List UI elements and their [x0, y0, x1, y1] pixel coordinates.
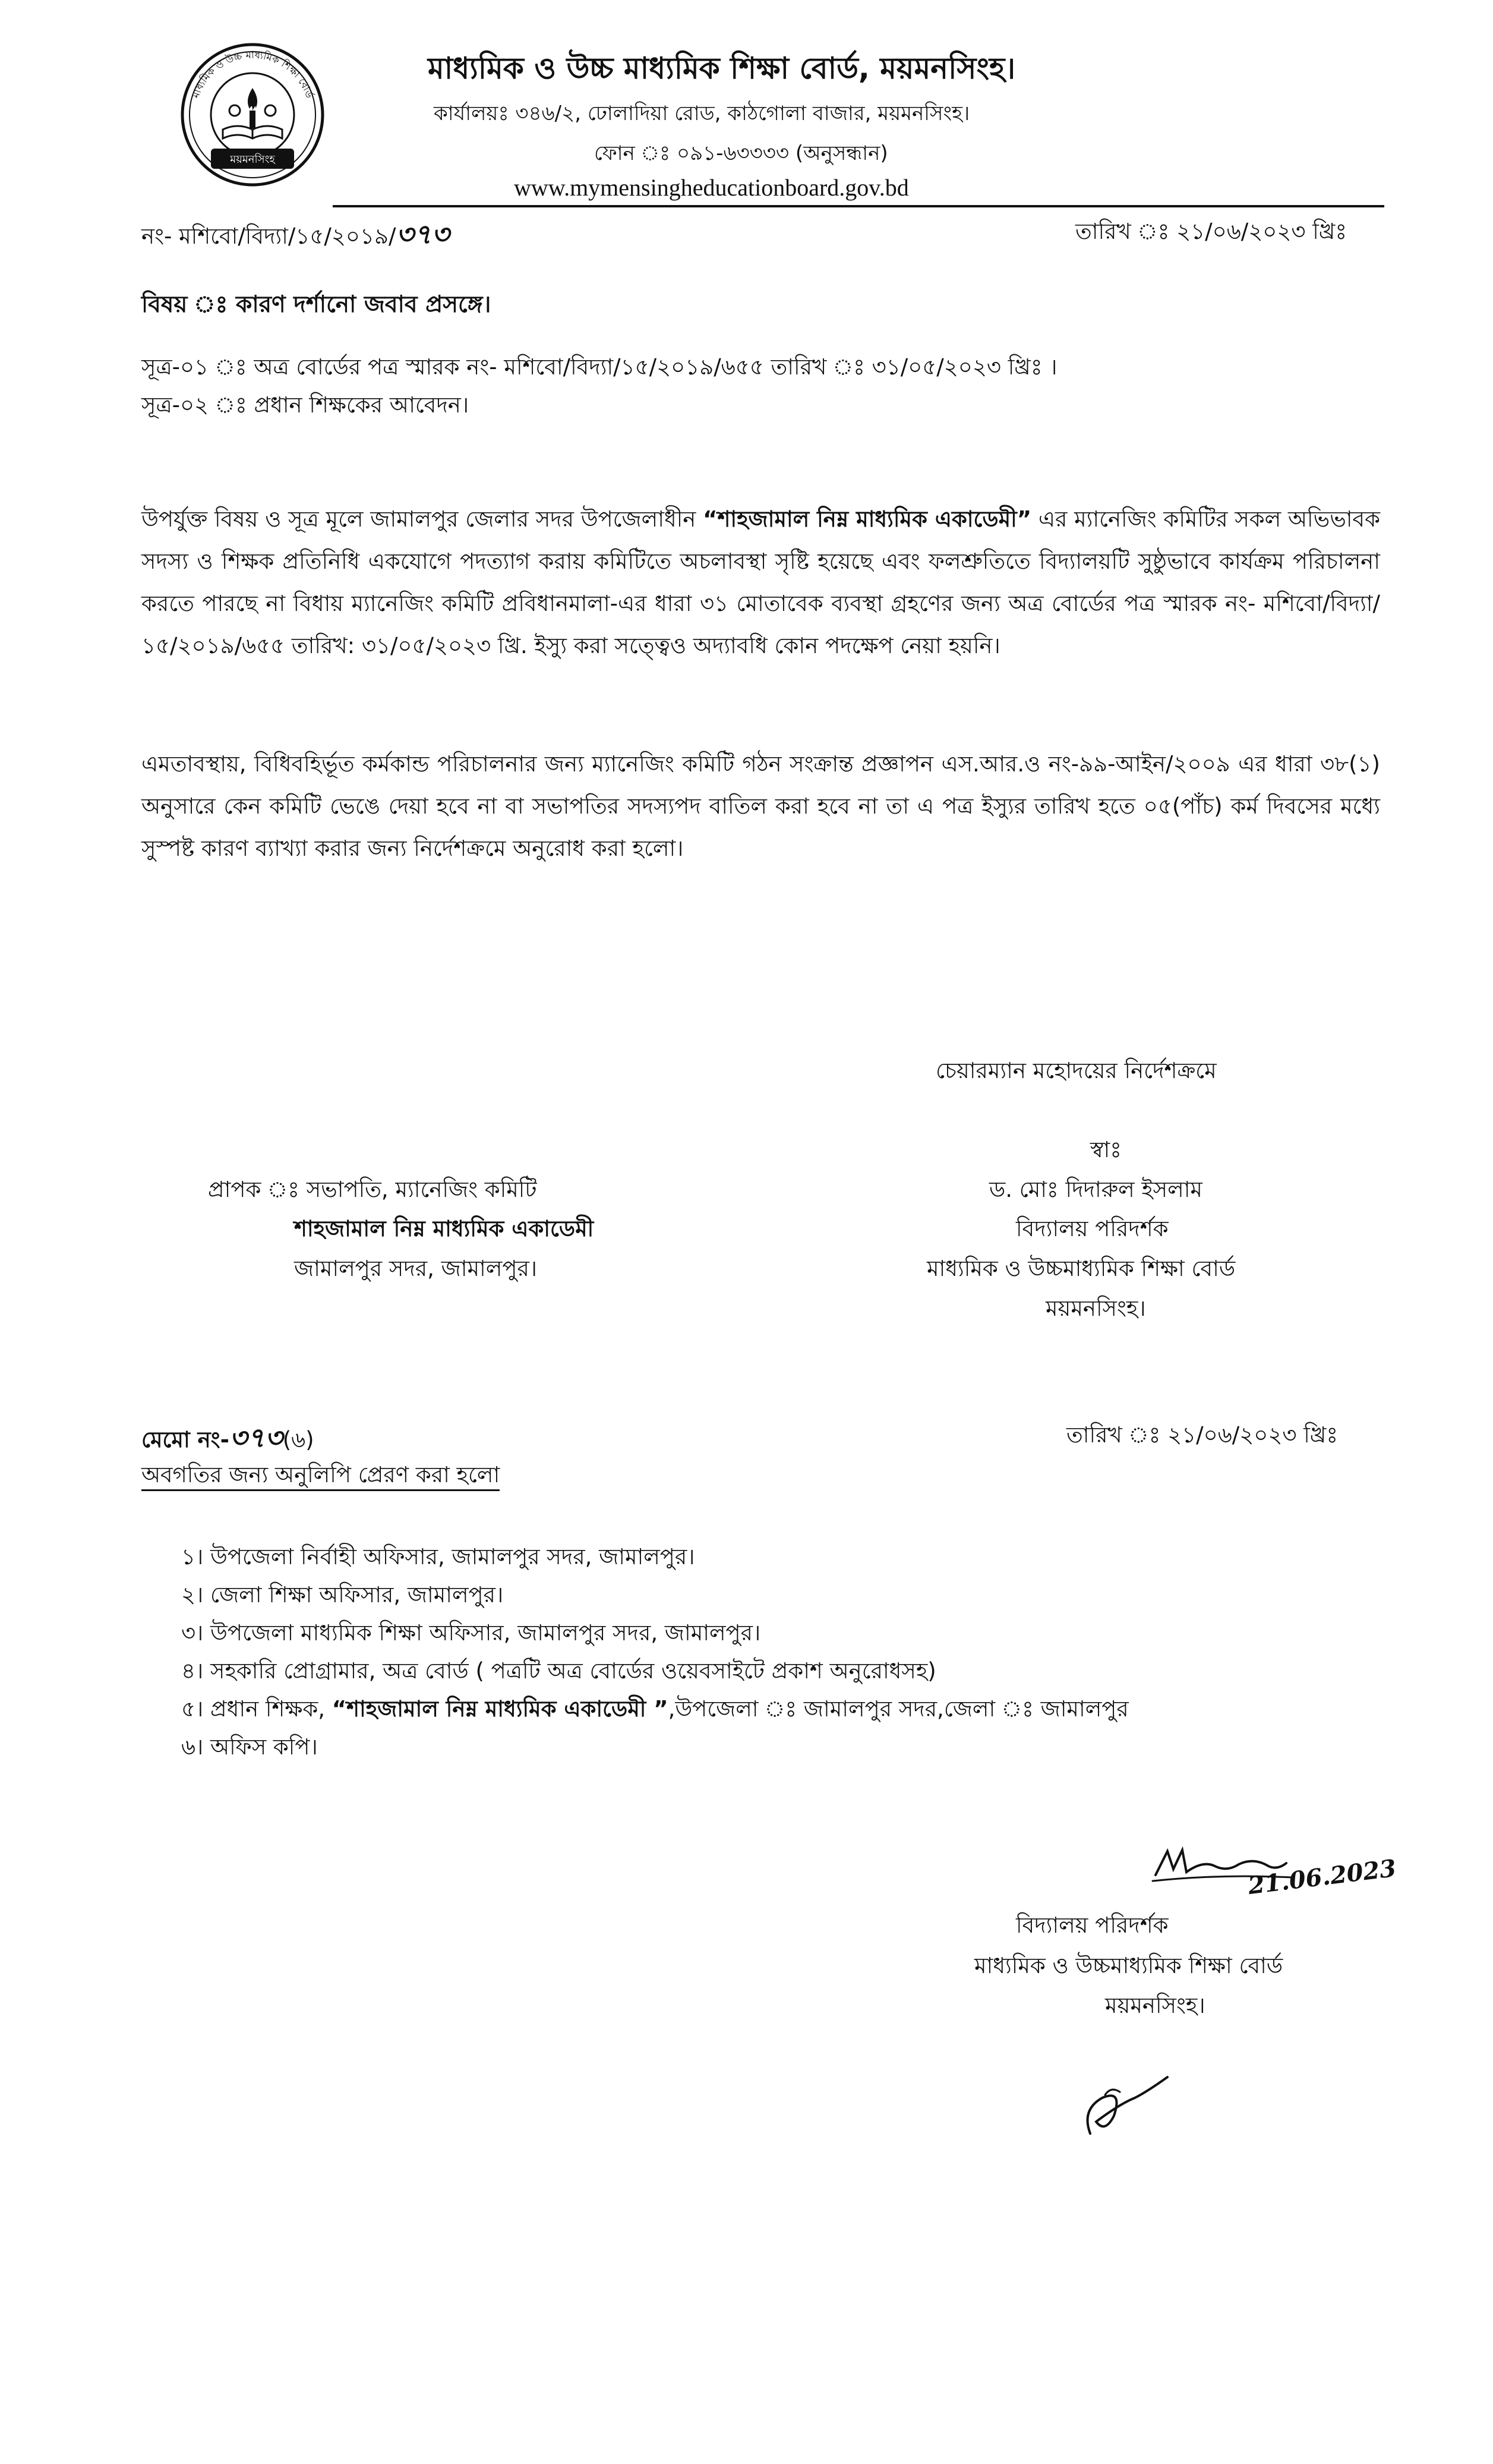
board-website[interactable]: www.mymensingheducationboard.gov.bd	[514, 174, 909, 201]
board-seal-logo	[178, 40, 327, 189]
subject-line: বিষয় ঃ কারণ দর্শানো জবাব প্রসঙ্গে।	[141, 291, 491, 318]
cc-item-4: ৪। সহকারি প্রোগ্রামার, অত্র বোর্ড ( পত্রটি অত্র বোর্ডের ওয়েবসাইটে প্রকাশ অনুরোধসহ)	[181, 1658, 936, 1684]
handwritten-initials-scribble	[1078, 2062, 1173, 2145]
source-2: সূত্র-০২ ঃ প্রধান শিক্ষকের আবেদন।	[141, 392, 469, 418]
seal-text-top: মাধ্যমিক ও উচ্চ মাধ্যমিক শিক্ষা বোর্ড	[190, 49, 315, 100]
reference-date: তারিখ ঃ ২১/০৬/২০২৩ খ্রিঃ	[1075, 219, 1347, 244]
by-order-line: চেয়ারম্যান মহোদয়ের নির্দেশক্রমে	[936, 1058, 1217, 1083]
recipient-line-2: শাহজামাল নিম্ন মাধ্যমিক একাডেমী	[294, 1216, 594, 1242]
handwritten-date: 21.06.2023	[1246, 1854, 1398, 1901]
seal-text-bottom: ময়মনসিংহ	[230, 153, 275, 166]
memo-date: তারিখ ঃ ২১/০৬/২০২৩ খ্রিঃ	[1066, 1422, 1339, 1448]
reference-handwritten-number: ৩৭৩	[396, 218, 450, 250]
final-office: মাধ্যমিক ও উচ্চমাধ্যমিক শিক্ষা বোর্ড	[974, 1953, 1283, 1978]
signatory-designation: বিদ্যালয় পরিদর্শক	[1016, 1216, 1169, 1242]
recipient-line-3: জামালপুর সদর, জামালপুর।	[294, 1256, 538, 1281]
cc-item-1: ১। উপজেলা নির্বাহী অফিসার, জামালপুর সদর, জামালপুর।	[181, 1544, 695, 1570]
body-paragraph-1: উপর্যুক্ত বিষয় ও সূত্র মূলে জামালপুর জেলার সদর উপজেলাধীন “শাহজামাল নিম্ন মাধ্যমিক একাডেমী” এর ম্যানেজিং কমিটির সকল অভিভাবক সদস্য ও শিক্ষক প্রতিনিধি একযোগে পদত্যাগ করায় কমিটিতে অচলাবস্থা সৃষ্টি হয়েছে এবং ফলশ্রুতিতে বিদ্যালয়টি সুষ্ঠুভাবে কার্যক্রম পরিচালনা করতে পারছে না বিধায় ম্যানেজিং কমিটি প্রবিধানমালা-এর ধারা ৩১ মোতাবেক ব্যবস্থা গ্রহণের জন্য অত্র বোর্ডের পত্র স্মারক নং- মশিবো/বিদ্যা/১৫/২০১৯/৬৫৫ তারিখ: ৩১/০৫/২০২৩ খ্রি. ইস্যু করা সত্ত্বেও অদ্যাবধি কোন পদক্ষেপ নেয়া হয়নি।	[141, 506, 1380, 658]
reference-number: নং- মশিবো/বিদ্যা/১৫/২০১৯/৩৭৩	[141, 218, 450, 250]
memo-handwritten-number: ৩৭৩	[229, 1422, 283, 1454]
signatory-office: মাধ্যমিক ও উচ্চমাধ্যমিক শিক্ষা বোর্ড	[927, 1256, 1236, 1281]
body-paragraph-2: এমতাবস্থায়, বিধিবহির্ভূত কর্মকান্ড পরিচালনার জন্য ম্যানেজিং কমিটি গঠন সংক্রান্ত প্রজ্ঞাপন এস.আর.ও নং-৯৯-আইন/২০০৯ এর ধারা ৩৮(১) অনুসারে কেন কমিটি ভেঙে দেয়া হবে না বা সভাপতির সদস্যপদ বাতিল করা হবে না তা এ পত্র ইস্যুর তারিখ হতে ০৫(পাঁচ) কর্ম দিবসের মধ্যে সুস্পষ্ট কারণ ব্যাখ্যা করার জন্য নির্দেশক্রমে অনুরোধ করা হলো।	[141, 751, 1380, 861]
cc-item-6: ৬। অফিস কপি।	[181, 1734, 318, 1760]
recipient-line-1: প্রাপক ঃ সভাপতি, ম্যানেজিং কমিটি	[208, 1177, 537, 1202]
source-1: সূত্র-০১ ঃ অত্র বোর্ডের পত্র স্মারক নং- মশিবো/বিদ্যা/১৫/২০১৯/৬৫৫ তারিখ ঃ ৩১/০৫/২০২৩ খ্রিঃ ।	[141, 354, 1058, 380]
board-address: কার্যালয়ঃ ৩৪৬/২, ঢোলাদিয়া রোড, কাঠগোলা বাজার, ময়মনসিংহ।	[434, 102, 970, 125]
final-designation: বিদ্যালয় পরিদর্শক	[1016, 1912, 1169, 1938]
header-rule	[333, 205, 1384, 207]
cc-heading: অবগতির জন্য অনুলিপি প্রেরণ করা হলো	[141, 1457, 500, 1495]
school-name-bold: “শাহজামাল নিম্ন মাধ্যমিক একাডেমী”	[703, 506, 1032, 532]
cc-item-3: ৩। উপজেলা মাধ্যমিক শিক্ষা অফিসার, জামালপুর সদর, জামালপুর।	[181, 1620, 761, 1646]
signatory-name: ড. মোঃ দিদারুল ইসলাম	[989, 1177, 1202, 1202]
cc-school-name-bold: “শাহজামাল নিম্ন মাধ্যমিক একাডেমী ”	[332, 1696, 668, 1722]
final-city: ময়মনসিংহ।	[1105, 1993, 1205, 2018]
memo-number: মেমো নং-৩৭৩(৬)	[141, 1422, 314, 1454]
signed-mark: স্বাঃ	[1090, 1137, 1122, 1162]
cc-item-5: ৫। প্রধান শিক্ষক, “শাহজামাল নিম্ন মাধ্যমিক একাডেমী ”,উপজেলা ঃ জামালপুর সদর,জেলা ঃ জামালপুর	[181, 1696, 1129, 1722]
signatory-city: ময়মনসিংহ।	[1046, 1296, 1146, 1321]
cc-item-2: ২। জেলা শিক্ষা অফিসার, জামালপুর।	[181, 1582, 504, 1608]
board-phone: ফোন ঃ ০৯১-৬৩৩৩৩ (অনুসন্ধান)	[594, 141, 888, 165]
board-name: মাধ্যমিক ও উচ্চ মাধ্যমিক শিক্ষা বোর্ড, ময়মনসিংহ।	[428, 51, 1016, 86]
